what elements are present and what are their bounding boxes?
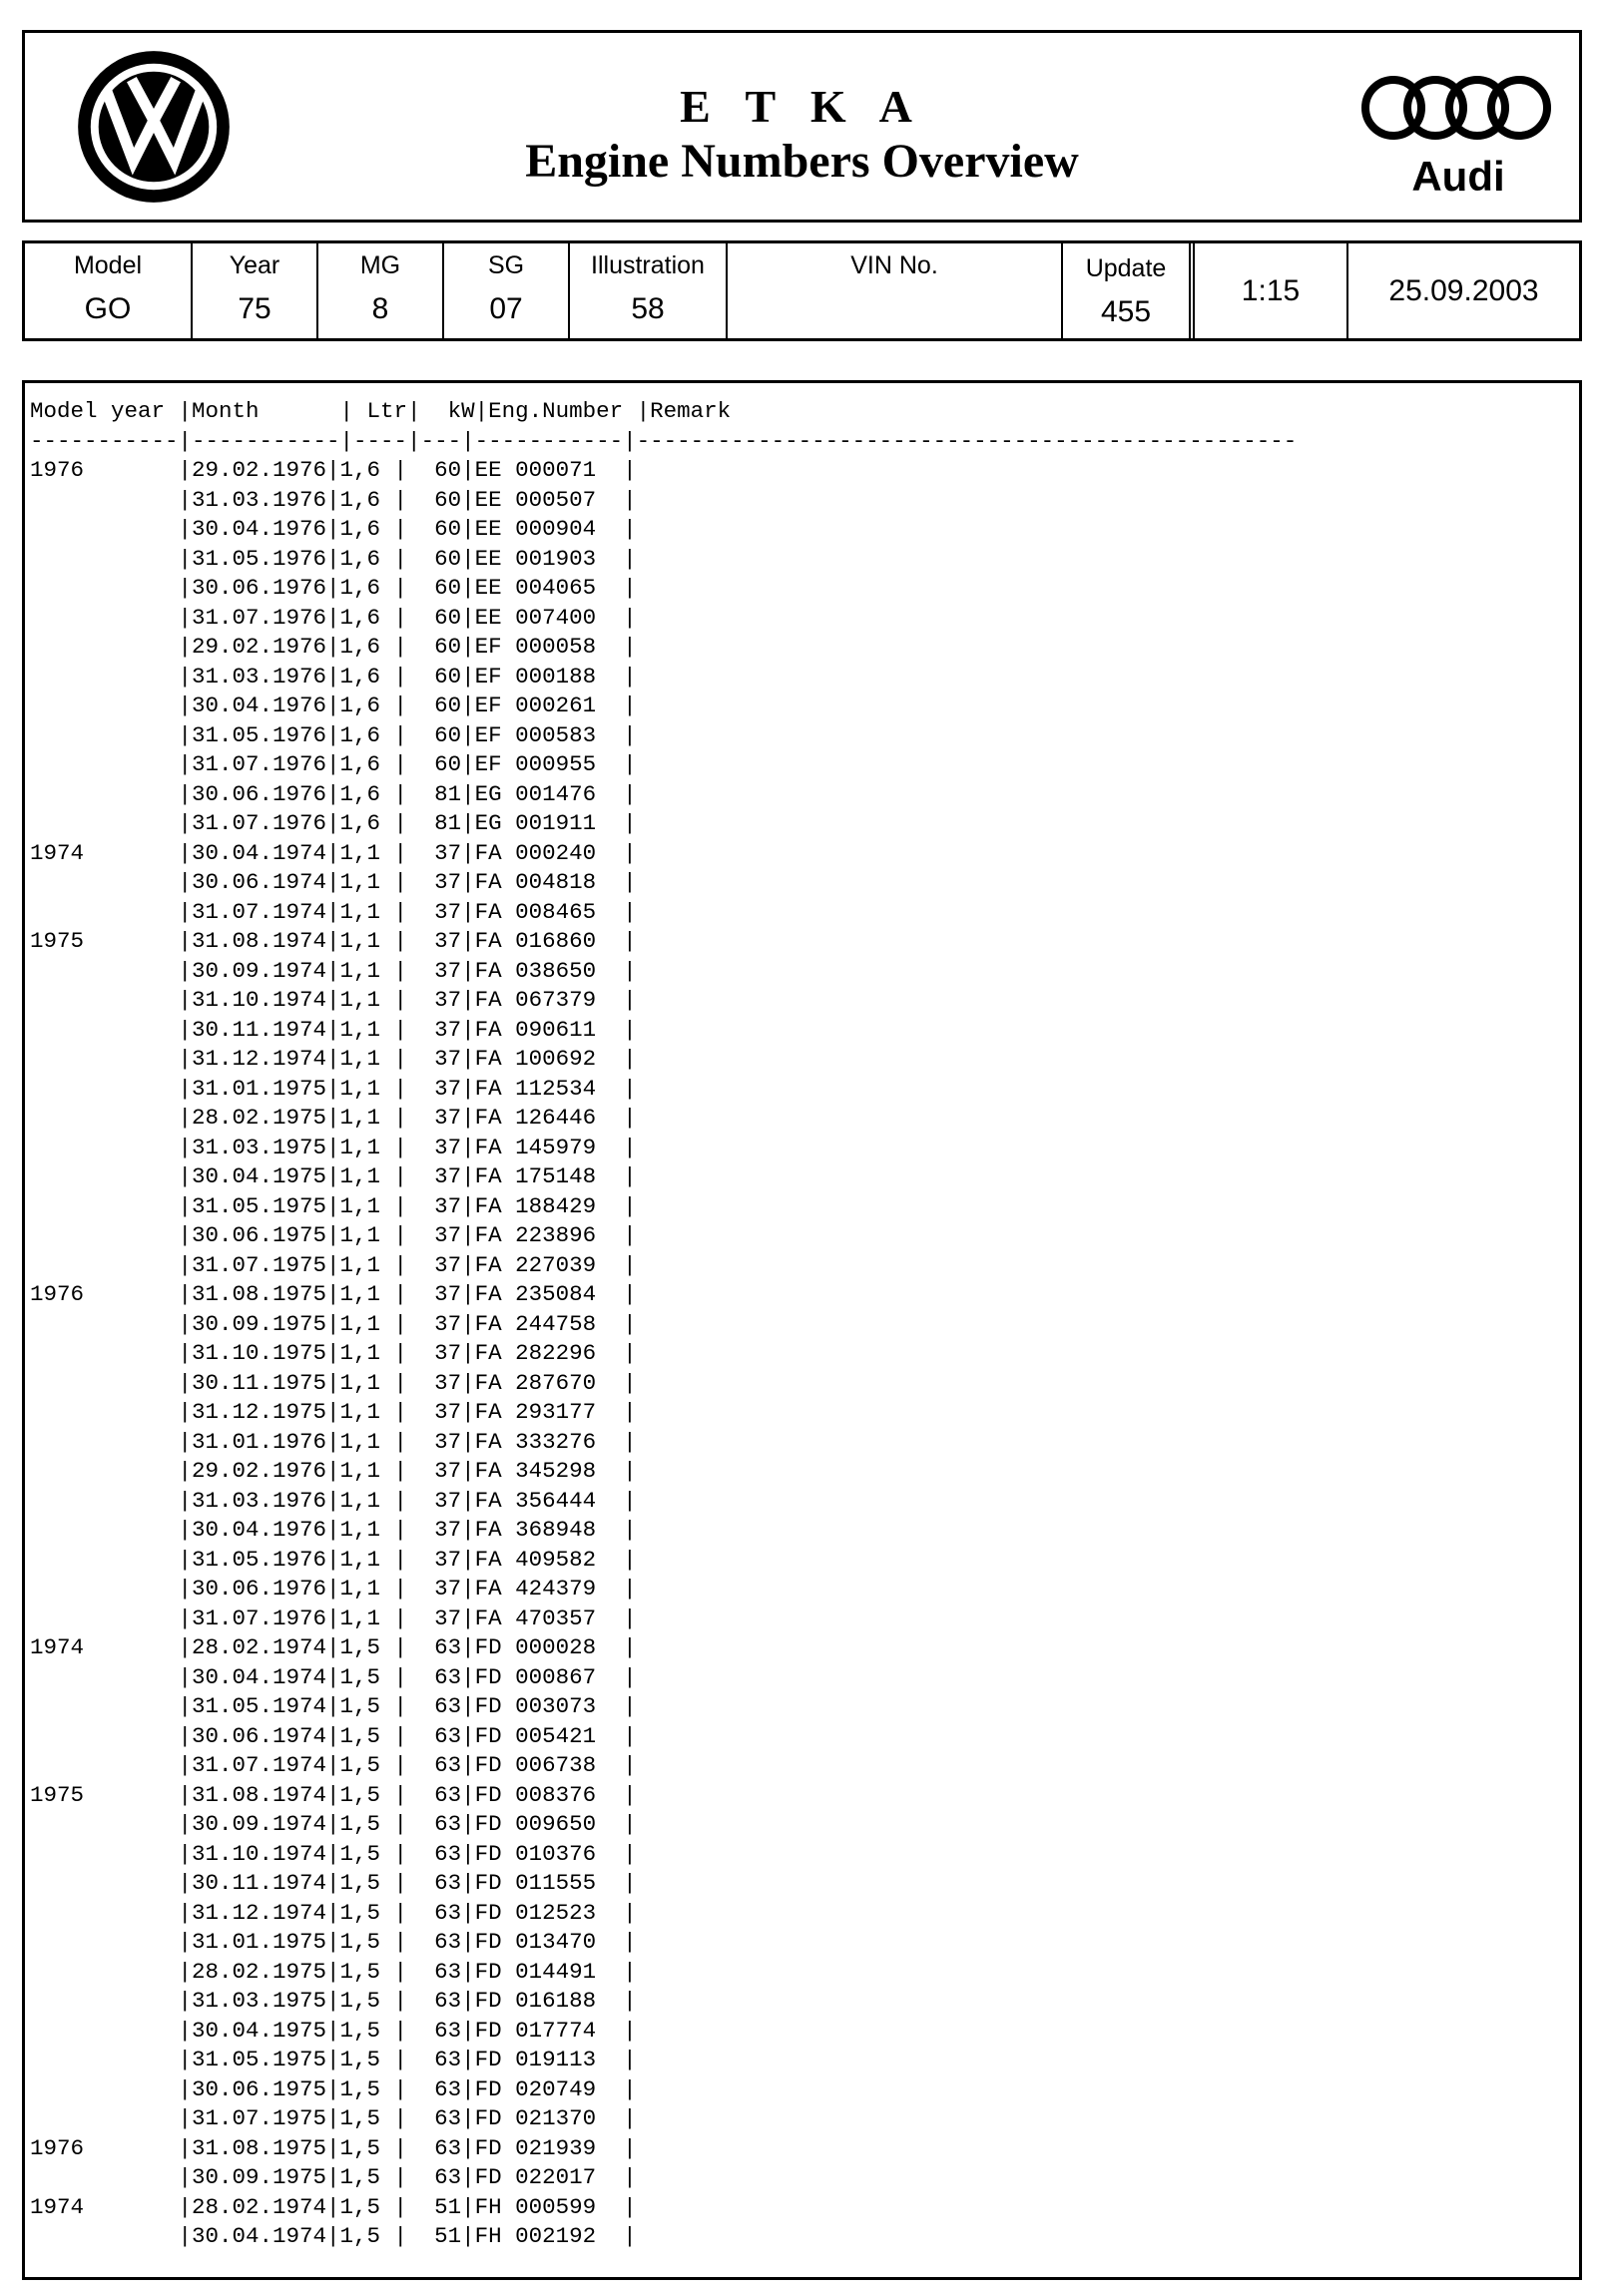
info-bar	[22, 240, 1582, 341]
table-row: |28.02.1975|1,1 | 37|FA 126446 |	[30, 1105, 637, 1131]
table-row: |31.05.1976|1,1 | 37|FA 409582 |	[30, 1546, 637, 1573]
table-row: |31.07.1976|1,6 | 81|EG 001911 |	[30, 810, 637, 836]
engine-number-table	[22, 380, 1582, 2280]
table-row: |31.03.1975|1,5 | 63|FD 016188 |	[30, 1988, 637, 2014]
model-cell	[25, 243, 193, 338]
illustration-cell	[570, 243, 728, 338]
table-row: |30.11.1974|1,1 | 37|FA 090611 |	[30, 1016, 637, 1043]
update-label: Update	[1085, 254, 1167, 282]
table-row: 1976 |31.08.1975|1,1 | 37|FA 235084 |	[30, 1281, 637, 1307]
table-row: 1974 |28.02.1974|1,5 | 63|FD 000028 |	[30, 1634, 637, 1660]
sg-label: SG	[487, 251, 525, 279]
table-row: |30.09.1975|1,1 | 37|FA 244758 |	[30, 1310, 637, 1337]
table-row: |31.07.1976|1,1 | 37|FA 470357 |	[30, 1605, 637, 1631]
table-row: |30.09.1974|1,1 | 37|FA 038650 |	[30, 957, 637, 984]
table-row: |30.04.1976|1,6 | 60|EF 000261 |	[30, 692, 637, 718]
table-row: |31.07.1976|1,6 | 60|EF 000955 |	[30, 751, 637, 777]
model-label: Model	[73, 251, 143, 279]
table-row: |31.12.1975|1,1 | 37|FA 293177 |	[30, 1399, 637, 1425]
table-row: 1975 |31.08.1974|1,5 | 63|FD 008376 |	[30, 1781, 637, 1808]
update-value: 455	[1100, 295, 1152, 328]
table-row: |31.05.1975|1,1 | 37|FA 188429 |	[30, 1192, 637, 1219]
table-row: |31.07.1975|1,5 | 63|FD 021370 |	[30, 2105, 637, 2131]
table-row: |30.04.1976|1,6 | 60|EE 000904 |	[30, 516, 637, 542]
table-row: |30.04.1976|1,1 | 37|FA 368948 |	[30, 1517, 637, 1543]
table-row: |31.10.1974|1,1 | 37|FA 067379 |	[30, 987, 637, 1013]
model-value: GO	[84, 292, 132, 325]
table-row: |30.09.1974|1,5 | 63|FD 009650 |	[30, 1811, 637, 1837]
table-row: |31.12.1974|1,5 | 63|FD 012523 |	[30, 1899, 637, 1926]
date-cell	[1348, 243, 1579, 338]
table-row: |29.02.1976|1,6 | 60|EF 000058 |	[30, 634, 637, 660]
table-row: 1974 |30.04.1974|1,1 | 37|FA 000240 |	[30, 839, 637, 866]
table-row: |30.09.1975|1,5 | 63|FD 022017 |	[30, 2164, 637, 2190]
table-row: |31.07.1976|1,6 | 60|EE 007400 |	[30, 604, 637, 631]
table-row: |30.06.1975|1,1 | 37|FA 223896 |	[30, 1222, 637, 1248]
table-row: |31.10.1974|1,5 | 63|FD 010376 |	[30, 1840, 637, 1867]
year-label: Year	[229, 251, 280, 279]
table-row: |31.05.1976|1,6 | 60|EF 000583 |	[30, 721, 637, 748]
table-row: |31.07.1975|1,1 | 37|FA 227039 |	[30, 1251, 637, 1278]
vin-label: VIN No.	[850, 251, 938, 279]
page-subtitle: Engine Numbers Overview	[525, 135, 1079, 188]
mg-value: 8	[371, 292, 389, 325]
date-value: 25.09.2003	[1388, 274, 1539, 307]
table-row: |31.05.1975|1,5 | 63|FD 019113 |	[30, 2047, 637, 2072]
year-cell	[193, 243, 318, 338]
table-row: |31.03.1976|1,6 | 60|EF 000188 |	[30, 663, 637, 689]
mg-label: MG	[359, 251, 401, 279]
vin-cell	[728, 243, 1063, 338]
svg-text:Audi: Audi	[1411, 153, 1505, 198]
table-row: |30.04.1974|1,5 | 63|FD 000867 |	[30, 1663, 637, 1690]
table-row: |31.01.1976|1,1 | 37|FA 333276 |	[30, 1428, 637, 1455]
scale-cell	[1195, 243, 1348, 338]
table-row: |30.04.1975|1,1 | 37|FA 175148 |	[30, 1163, 637, 1189]
document-header	[22, 30, 1582, 223]
table-row: 1976 |31.08.1975|1,5 | 63|FD 021939 |	[30, 2134, 637, 2161]
title-block	[344, 81, 1260, 191]
page-title: E T K A	[680, 81, 924, 132]
table-row: |30.06.1974|1,5 | 63|FD 005421 |	[30, 1722, 637, 1749]
illustration-label: Illustration	[591, 251, 705, 279]
vw-logo-icon	[75, 48, 233, 206]
table-row: |30.04.1975|1,5 | 63|FD 017774 |	[30, 2017, 637, 2044]
scale-value: 1:15	[1241, 274, 1301, 307]
table-header: Model year |Month | Ltr| kW|Eng.Number |Remark	[30, 398, 732, 424]
table-row: |31.05.1976|1,6 | 60|EE 001903 |	[30, 545, 637, 572]
table-row: |30.11.1974|1,5 | 63|FD 011555 |	[30, 1870, 637, 1896]
table-row: 1975 |31.08.1974|1,1 | 37|FA 016860 |	[30, 928, 637, 954]
table-row: |31.12.1974|1,1 | 37|FA 100692 |	[30, 1046, 637, 1072]
table-row: |30.04.1974|1,5 | 51|FH 002192 |	[30, 2223, 637, 2249]
table-rule: -----------|-----------|----|---|-----------|-------------------------------------------------	[30, 427, 1298, 454]
table-row: |31.05.1974|1,5 | 63|FD 003073 |	[30, 1693, 637, 1719]
table-row: |31.01.1975|1,5 | 63|FD 013470 |	[30, 1929, 637, 1955]
sg-value: 07	[489, 292, 523, 325]
audi-logo-icon	[1356, 63, 1561, 198]
table-row: |30.06.1976|1,6 | 81|EG 001476 |	[30, 780, 637, 807]
sg-cell	[444, 243, 570, 338]
year-value: 75	[238, 292, 271, 325]
table-row: |30.06.1976|1,1 | 37|FA 424379 |	[30, 1576, 637, 1602]
table-row: |31.07.1974|1,1 | 37|FA 008465 |	[30, 898, 637, 925]
table-row: |30.11.1975|1,1 | 37|FA 287670 |	[30, 1369, 637, 1396]
table-row: |31.07.1974|1,5 | 63|FD 006738 |	[30, 1752, 637, 1778]
table-row: |28.02.1975|1,5 | 63|FD 014491 |	[30, 1958, 637, 1985]
table-row: 1974 |28.02.1974|1,5 | 51|FH 000599 |	[30, 2193, 637, 2220]
table-row: |30.06.1974|1,1 | 37|FA 004818 |	[30, 869, 637, 895]
table-row: |29.02.1976|1,1 | 37|FA 345298 |	[30, 1458, 637, 1484]
table-row: |30.06.1976|1,6 | 60|EE 004065 |	[30, 575, 637, 601]
table-row: |31.03.1975|1,1 | 37|FA 145979 |	[30, 1134, 637, 1160]
table-row: 1976 |29.02.1976|1,6 | 60|EE 000071 |	[30, 457, 637, 483]
table-row: |30.06.1975|1,5 | 63|FD 020749 |	[30, 2075, 637, 2102]
table-row: |31.03.1976|1,6 | 60|EE 000507 |	[30, 486, 637, 513]
illustration-value: 58	[631, 292, 665, 325]
table-row: |31.01.1975|1,1 | 37|FA 112534 |	[30, 1075, 637, 1102]
engine-listing	[30, 397, 1297, 2252]
table-row: |31.03.1976|1,1 | 37|FA 356444 |	[30, 1487, 637, 1514]
update-cell	[1063, 243, 1195, 338]
mg-cell	[318, 243, 444, 338]
table-row: |31.10.1975|1,1 | 37|FA 282296 |	[30, 1340, 637, 1366]
